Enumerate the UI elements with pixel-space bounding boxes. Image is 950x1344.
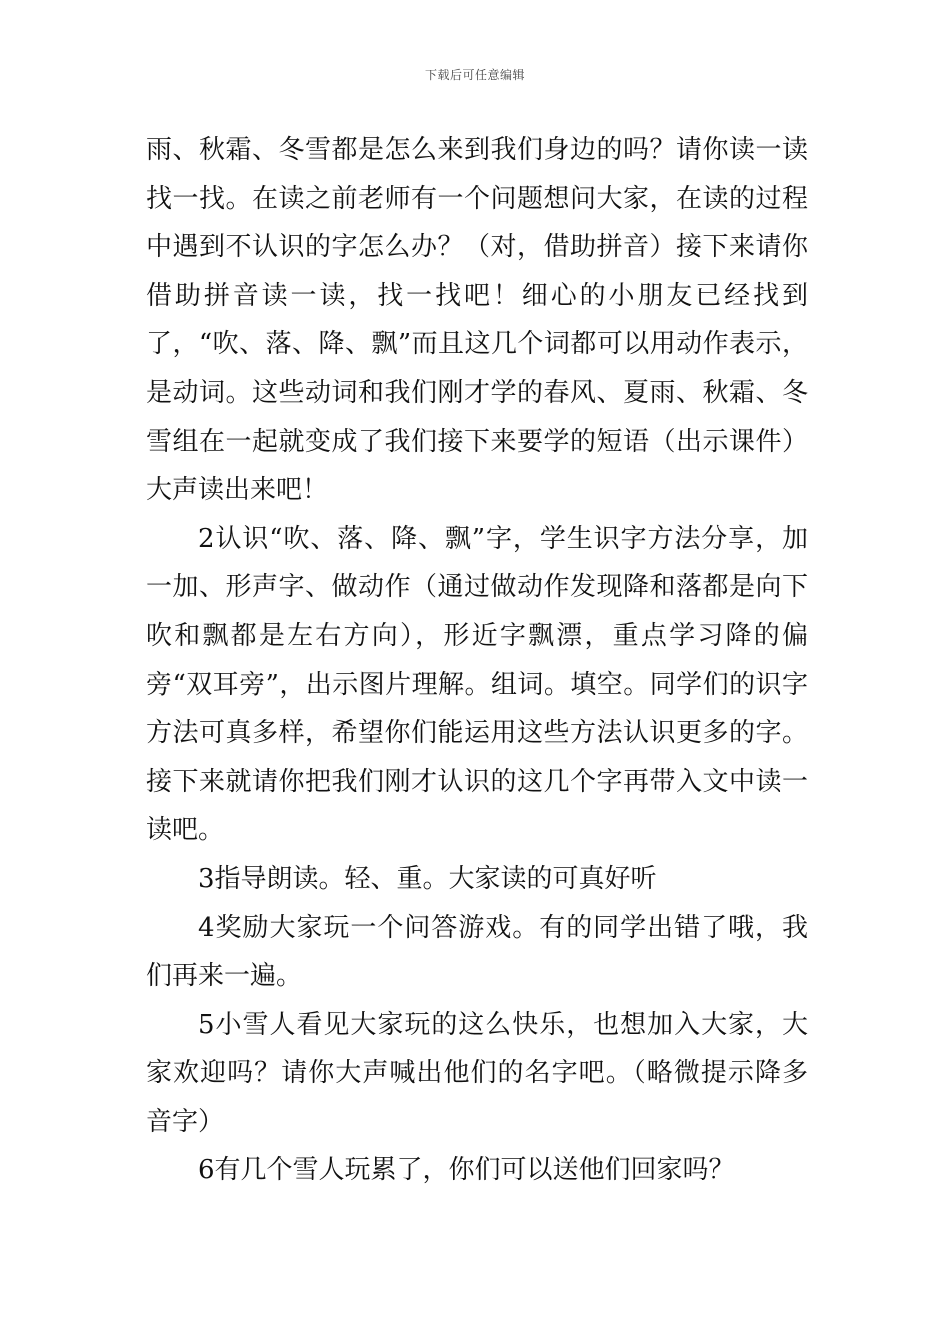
paragraph-6: 6有几个雪人玩累了，你们可以送他们回家吗？	[198, 1155, 735, 1186]
paragraph-3: 3指导朗读。轻、重。大家读的可真好听	[198, 863, 657, 894]
paragraph-5: 5小雪人看见大家玩的这么快乐，也想加入大家，大家欢迎吗？请你大声喊出他们的名字吧。（略微提示降多音字）	[146, 1009, 808, 1137]
document-body	[146, 126, 808, 1195]
paragraph-1: 雨、秋霜、冬雪都是怎么来到我们身边的吗？请你读一读找一找。在读之前老师有一个问题想问大家，在读的过程中遇到不认识的字怎么办？（对，借助拼音）接下来请你借助拼音读一读，找一找吧！细心的小朋友已经找到了，“吹、落、降、飘”而且这几个词都可以用动作表示，是动词。这些动词和我们刚才学的春风、夏雨、秋霜、冬雪组在一起就变成了我们接下来要学的短语（出示课件）大声读出来吧！	[146, 135, 808, 506]
paragraph-2: 2认识“吹、落、降、飘”字，学生识字方法分享，加一加、形声字、做动作（通过做动作发现降和落都是向下吹和飘都是左右方向），形近字飘漂，重点学习降的偏旁“双耳旁”，出示图片理解。组词。填空。同学们的识字方法可真多样，希望你们能运用这些方法认识更多的字。接下来就请你把我们刚才认识的这几个字再带入文中读一读吧。	[146, 523, 808, 846]
page-header: 下载后可任意编辑	[424, 68, 525, 82]
paragraph-4: 4奖励大家玩一个问答游戏。有的同学出错了哦，我们再来一遍。	[146, 912, 808, 992]
